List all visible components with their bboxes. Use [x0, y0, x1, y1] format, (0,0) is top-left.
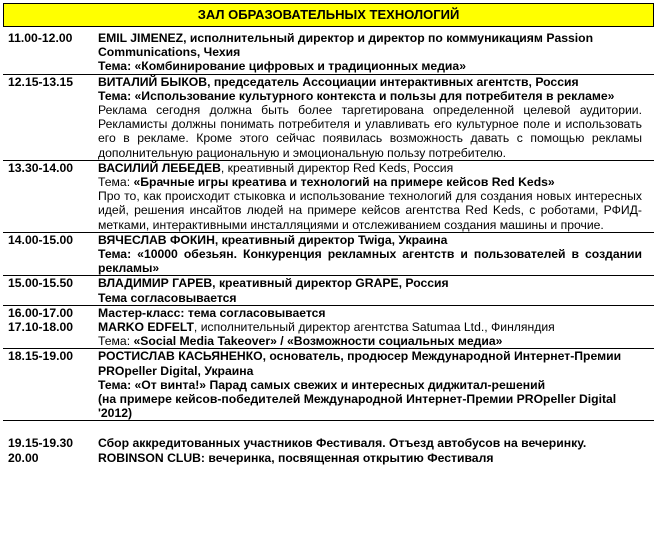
schedule: [0, 31, 658, 465]
time-slot: 18.15-19.00: [8, 349, 74, 364]
time-slot: 12.15-13.15: [8, 74, 74, 89]
schedule-row: [0, 451, 658, 465]
speaker-line: [98, 320, 642, 334]
schedule-row: [0, 306, 658, 320]
speaker-name: ВИТАЛИЙ БЫКОВ: [98, 74, 208, 89]
speaker-line: Мастер-класс: тема согласовывается: [98, 305, 326, 320]
session-content: [98, 233, 642, 276]
time-slot: 17.10-18.00: [8, 320, 74, 335]
time-slot: 16.00-17.00: [8, 305, 74, 320]
time-slot: 14.00-15.00: [8, 232, 74, 247]
speaker-line: ВЯЧЕСЛАВ ФОКИН, креативный директор Twiga, Украина: [98, 232, 448, 247]
speaker-line: РОСТИСЛАВ КАСЬЯНЕНКО, основатель, продюсер Международной Интернет-Премии PROpeller Digital, Украина: [98, 349, 622, 378]
session-content: [98, 276, 642, 304]
speaker-role: , председатель Ассоциации интерактивных агентств, Россия: [207, 74, 579, 89]
session-topic: [98, 175, 642, 189]
spacer: [0, 421, 658, 436]
session-topic: Тема: «Комбинирование цифровых и традиционных медиа»: [98, 59, 466, 74]
schedule-row: [0, 75, 658, 160]
topic-title: «Social Media Takeover» / «Возможности социальных медиа»: [133, 334, 503, 349]
speaker-role: , исполнительный директор и директор по коммуникациям Passion Communications, Чехия: [98, 31, 594, 60]
speaker-line: ВЛАДИМИР ГАРЕВ, креативный директор GRAPE, Россия: [98, 276, 449, 291]
speaker-name: EMIL JIMENEZ: [98, 31, 184, 45]
session-topic: Тема согласовывается: [98, 290, 237, 305]
section-title: ЗАЛ ОБРАЗОВАТЕЛЬНЫХ ТЕХНОЛОГИЙ: [197, 7, 460, 22]
session-content: [98, 75, 642, 160]
session-topic: Тема: «От винта!» Парад самых свежих и интересных диджитал-решений: [98, 377, 546, 392]
session-topic: [98, 334, 642, 348]
session-description: Про то, как происходит стыковка и использование технологий для создания новых интересных идей, решения инсайтов людей на примере кейсов агентства Red Keds, с роботами, РФИД-метками, интерактивными инсталляциями и отслеживанием создания машины и прочие.: [98, 189, 642, 232]
session-content: [98, 451, 642, 465]
schedule-row: [0, 436, 658, 450]
session-content: [98, 161, 642, 232]
session-content: [98, 31, 642, 74]
session-content: [98, 349, 642, 420]
schedule-row: [0, 349, 658, 420]
time-slot: 13.30-14.00: [8, 160, 74, 175]
time-slot: 19.15-19.30: [8, 436, 74, 451]
section-header: [3, 3, 654, 27]
session-topic: Тема: «10000 обезьян. Конкуренция рекламных агентств и пользователей в создании рекламы»: [98, 247, 642, 276]
topic-prefix: Тема:: [98, 175, 134, 190]
speaker-role: , исполнительный директор агентства Satumaa Ltd., Финляндия: [193, 320, 555, 335]
time-slot: 20.00: [8, 450, 39, 465]
speaker-role: , креативный директор Red Keds, Россия: [220, 160, 454, 175]
speaker-line: Сбор аккредитованных участников Фестиваля. Отъезд автобусов на вечеринку.: [98, 436, 587, 451]
session-note: (на примере кейсов-победителей Международной Интернет-Премии PROpeller Digital '2012): [98, 392, 617, 421]
speaker-name: ВАСИЛИЙ ЛЕБЕДЕВ: [98, 160, 221, 175]
speaker-line: [98, 31, 642, 59]
schedule-row: [0, 31, 658, 74]
speaker-line: [98, 75, 642, 89]
speaker-line: ROBINSON CLUB: вечеринка, посвященная открытию Фестиваля: [98, 450, 494, 465]
session-topic: Тема: «Использование культурного контекста и пользы для потребителя в рекламе»: [98, 88, 615, 103]
session-content: [98, 320, 642, 348]
schedule-row: [0, 320, 658, 348]
schedule-row: [0, 161, 658, 232]
schedule-row: [0, 233, 658, 276]
topic-title: «Брачные игры креатива и технологий на примере кейсов Red Keds»: [133, 175, 555, 190]
session-content: [98, 306, 642, 320]
topic-prefix: Тема:: [98, 334, 134, 349]
speaker-line: [98, 161, 642, 175]
session-content: [98, 436, 642, 450]
schedule-row: [0, 276, 658, 304]
speaker-name: MARKO EDFELT: [98, 320, 194, 335]
time-slot: 11.00-12.00: [8, 31, 73, 45]
time-slot: 15.00-15.50: [8, 276, 74, 291]
session-description: Реклама сегодня должна быть более таргетирована определенной целевой аудитории. Рекламисты должны понимать потребителя и улавливать его культурное поле и использовать его в рекламе. Кроме этого сейчас появилась возможность давать с помощью рекламы дополнительную рациональную и эмоциональную пользу потребителю.: [98, 103, 642, 160]
